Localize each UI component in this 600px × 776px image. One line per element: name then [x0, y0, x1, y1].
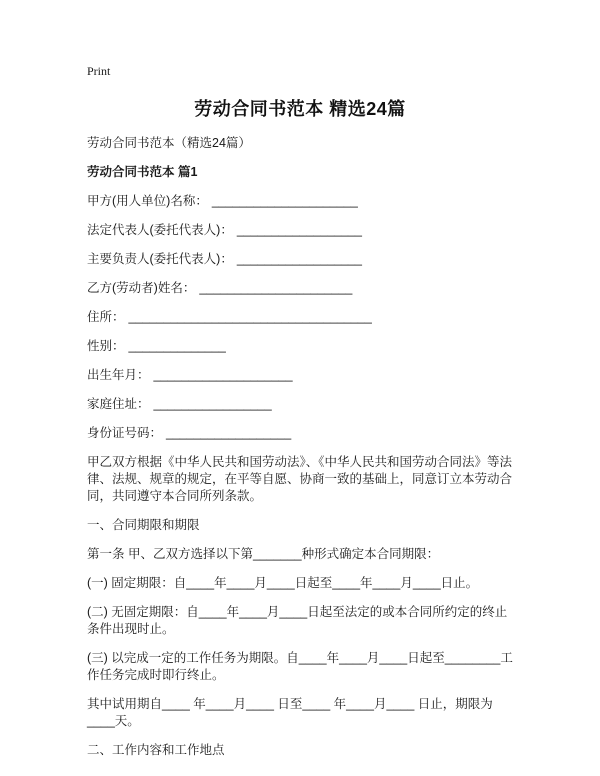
form-field-id-number	[87, 425, 513, 442]
term-item-fixed: (一) 固定期限：自____年____月____日起至____年____月____日止。	[87, 576, 479, 590]
form-field-home-address	[87, 396, 513, 413]
form-field-birth-date	[87, 367, 513, 384]
field-blank-line: ____________________	[153, 368, 293, 382]
form-field-legal-representative	[87, 222, 513, 239]
field-label: 身份证号码：	[87, 426, 163, 440]
field-label: 乙方(劳动者)姓名：	[87, 281, 196, 295]
field-blank-line: ______________________	[199, 281, 353, 295]
intro-line: 劳动合同书范本（精选24篇）	[87, 136, 251, 150]
page-title: 劳动合同书范本 精选24篇	[194, 99, 406, 119]
section-2-heading: 二、工作内容和工作地点	[87, 743, 225, 757]
print-link[interactable]: Print	[87, 64, 111, 78]
field-label: 主要负责人(委托代表人)：	[87, 252, 233, 266]
form-field-employee-name	[87, 280, 513, 297]
probation-line: 其中试用期自____ 年____月____ 日至____ 年____月____ 日止，期限为____天。	[87, 697, 493, 728]
form-field-residence	[87, 309, 513, 326]
field-label: 法定代表人(委托代表人)：	[87, 223, 233, 237]
field-blank-line: _________________	[153, 397, 272, 411]
form-field-principal	[87, 251, 513, 268]
field-label: 性别：	[87, 339, 125, 353]
section-1-heading: 一、合同期限和期限	[87, 518, 200, 532]
field-label: 家庭住址：	[87, 397, 150, 411]
term-item-task-based: (三) 以完成一定的工作任务为期限。自____年____月____日起至________工作任务完成时即行终止。	[87, 651, 513, 682]
field-label: 出生年月：	[87, 368, 150, 382]
term-item-open-ended: (二) 无固定期限：自____年____月____日起至法定的或本合同所约定的终止条件出现时止。	[87, 605, 508, 636]
agreement-paragraph: 甲乙双方根据《中华人民共和国劳动法》、《中华人民共和国劳动合同法》等法律、法规、规章的规定，在平等自愿、协商一致的基础上，同意订立本劳动合同，共同遵守本合同所列条款。	[87, 455, 513, 503]
field-label: 甲方(用人单位)名称：	[87, 194, 208, 208]
article-1-line: 第一条 甲、乙双方选择以下第_______种形式确定本合同期限：	[87, 547, 440, 561]
form-field-gender	[87, 338, 513, 355]
field-blank-line: _____________________	[211, 194, 358, 208]
field-blank-line: __________________	[166, 426, 292, 440]
section-heading-part1: 劳动合同书范本 篇1	[87, 165, 198, 179]
field-blank-line: __________________	[236, 252, 362, 266]
form-field-employer-name	[87, 193, 513, 210]
field-label: 住所：	[87, 310, 125, 324]
field-blank-line: ______________	[128, 339, 226, 353]
field-blank-line: ___________________________________	[128, 310, 372, 324]
field-blank-line: __________________	[236, 223, 362, 237]
